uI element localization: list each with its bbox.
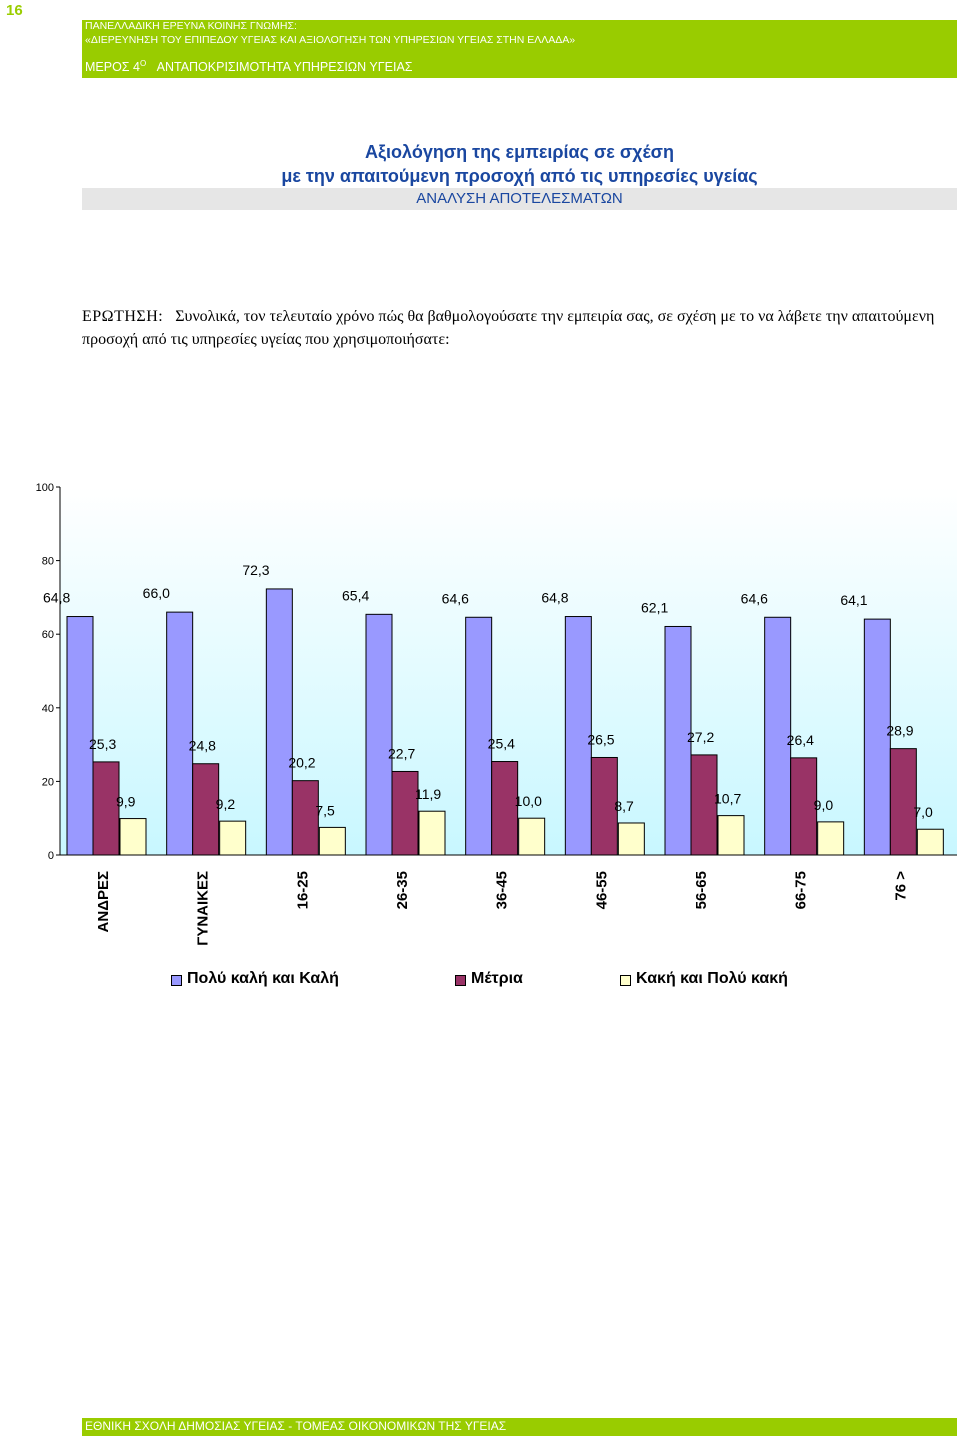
data-label-series-1: 64,1 (840, 592, 868, 609)
data-label-series-2: 26,5 (587, 731, 615, 748)
y-tick-label: 100 (35, 482, 54, 494)
data-label-series-2: 26,4 (786, 731, 814, 748)
bar-series-2 (392, 771, 418, 855)
data-label-series-2: 25,4 (487, 735, 515, 752)
y-tick-label: 80 (41, 555, 54, 568)
section-title-block (82, 140, 957, 210)
bar-series-3 (220, 821, 246, 855)
data-label-series-3: 9,2 (215, 796, 236, 813)
part-prefix: ΜΕΡΟΣ 4 (85, 60, 140, 75)
data-label-series-2: 25,3 (89, 735, 117, 752)
data-label-series-3: 7,0 (913, 804, 933, 821)
data-label-series-1: 72,3 (242, 561, 270, 578)
bar-series-3 (818, 822, 844, 855)
part-ordinal: Ο (139, 59, 147, 68)
bar-series-3 (519, 818, 545, 855)
y-tick-label: 60 (41, 629, 54, 642)
bar-series-3 (618, 823, 644, 855)
part-title: ΑΝΤΑΠΟΚΡΙΣΙΜΟΤΗΤΑ ΥΠΗΡΕΣΙΩΝ ΥΓΕΙΑΣ (156, 60, 413, 75)
x-category-label: ΓΥΝΑΙΚΕΣ (194, 871, 212, 946)
x-category-label: 16-25 (294, 871, 312, 910)
data-label-series-3: 10,7 (714, 790, 742, 807)
data-label-series-2: 28,9 (886, 722, 914, 739)
section-title-line1: Αξιολόγηση της εμπειρίας σε σχέση (365, 142, 674, 162)
bar-series-1 (366, 614, 392, 855)
x-category-label: 76 > (892, 871, 910, 901)
data-label-series-2: 22,7 (388, 745, 416, 762)
part-heading (85, 59, 413, 74)
legend-swatch-series-1 (171, 975, 182, 986)
data-label-series-2: 27,2 (687, 728, 715, 745)
data-label-series-1: 65,4 (342, 587, 370, 604)
legend-label-series-2: Μέτρια (471, 970, 523, 987)
section-title-line2: με την απαιτούμενη προσοχή από τις υπηρεσίες υγείας (281, 166, 758, 186)
section-subtitle: ΑΝΑΛΥΣΗ ΑΠΟΤΕΛΕΣΜΑΤΩΝ (82, 188, 957, 210)
page-number: 16 (6, 2, 23, 19)
footer-text: ΕΘΝΙΚΗ ΣΧΟΛΗ ΔΗΜΟΣΙΑΣ ΥΓΕΙΑΣ - ΤΟΜΕΑΣ ΟΙΚΟΝΟΜΙΚΩΝ ΤΗΣ ΥΓΕΙΑΣ (85, 1419, 507, 1433)
bar-series-3 (718, 816, 744, 855)
header-band (82, 20, 957, 78)
x-category-label: 66-75 (792, 871, 810, 910)
legend-swatch-series-3 (620, 975, 631, 986)
data-label-series-1: 64,8 (541, 589, 569, 606)
legend-label-series-1: Πολύ καλή και Καλή (187, 970, 339, 987)
bar-chart (0, 470, 960, 970)
y-tick-label: 20 (41, 776, 54, 789)
bar-series-3 (917, 829, 943, 855)
y-tick-label: 0 (47, 850, 54, 862)
data-label-series-1: 64,6 (441, 590, 469, 607)
data-label-series-2: 20,2 (288, 754, 316, 771)
data-label-series-1: 64,8 (43, 589, 71, 606)
x-category-label: 56-65 (693, 871, 710, 910)
legend-swatch-series-2 (455, 975, 466, 986)
data-label-series-2: 24,8 (188, 737, 216, 754)
x-category-label: 36-45 (493, 871, 511, 910)
data-label-series-3: 7,5 (315, 802, 335, 819)
footer-band (82, 1418, 957, 1436)
y-tick-label: 40 (41, 702, 54, 715)
data-label-series-3: 11,9 (415, 786, 442, 803)
bar-series-3 (120, 819, 146, 855)
bar-series-3 (419, 811, 445, 855)
question-block (82, 305, 960, 351)
question-text: Συνολικά, τον τελευταίο χρόνο πώς θα βαθμολογούσατε την εμπειρία σας, σε σχέση με το να λάβετε την απαιτούμενη προσοχή από τις υπηρεσίες υγείας που χρησιμοποιήσατε: (82, 308, 935, 348)
data-label-series-3: 10,0 (514, 793, 542, 810)
data-label-series-3: 8,7 (614, 797, 634, 814)
x-category-label: 46-55 (593, 871, 611, 910)
bar-series-1 (167, 612, 193, 855)
question-label: ΕΡΩΤΗΣΗ: (82, 308, 164, 325)
data-label-series-3: 9,0 (813, 796, 834, 813)
survey-title: ΠΑΝΕΛΛΑΔΙΚΗ ΕΡΕΥΝΑ ΚΟΙΝΗΣ ΓΝΩΜΗΣ: (85, 20, 297, 32)
data-label-series-3: 9,9 (116, 793, 136, 810)
x-category-label: 26-35 (394, 871, 411, 910)
survey-subtitle: «ΔΙΕΡΕΥΝΗΣΗ ΤΟΥ ΕΠΙΠΕΔΟΥ ΥΓΕΙΑΣ ΚΑΙ ΑΞΙΟΛΟΓΗΣΗ ΤΩΝ ΥΠΗΡΕΣΙΩΝ ΥΓΕΙΑΣ ΣΤΗΝ ΕΛΛΑΔΑ» (85, 34, 576, 46)
bar-series-2 (890, 749, 916, 855)
x-category-label: ΑΝΔΡΕΣ (95, 871, 112, 933)
data-label-series-1: 66,0 (142, 585, 170, 602)
bar-series-3 (319, 827, 345, 855)
data-label-series-1: 62,1 (641, 599, 669, 616)
bar-series-1 (266, 589, 292, 855)
legend-label-series-3: Κακή και Πολύ κακή (636, 970, 788, 987)
data-label-series-1: 64,6 (740, 590, 768, 607)
